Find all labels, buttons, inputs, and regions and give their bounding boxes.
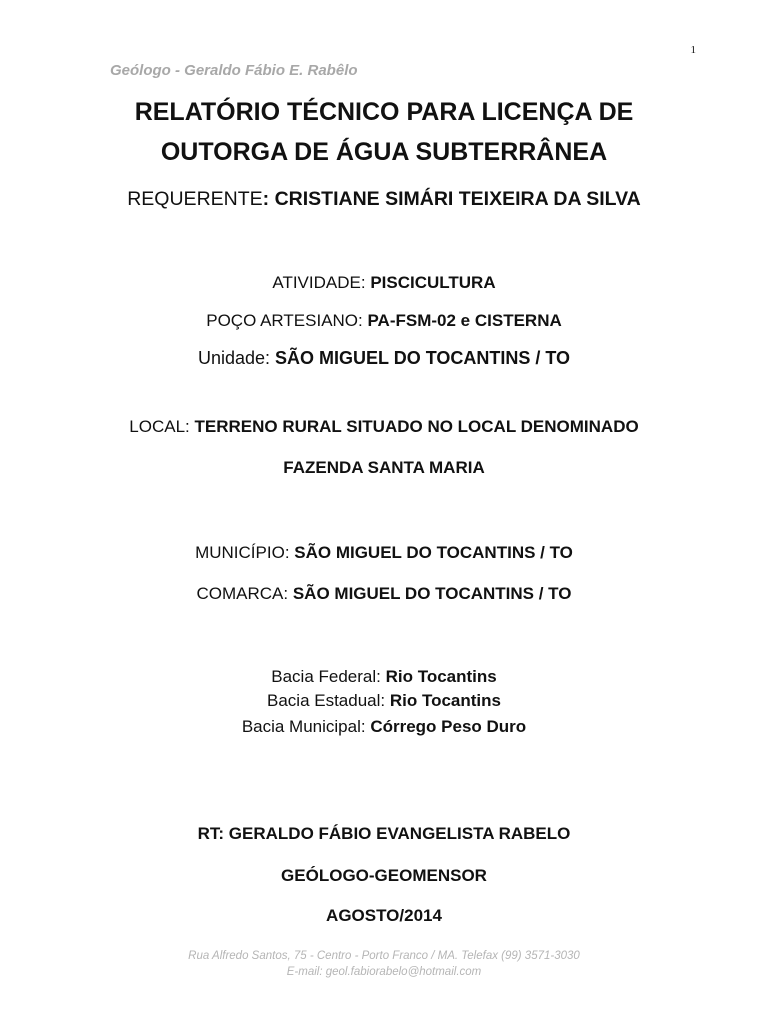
comarca-label: COMARCA: — [196, 584, 293, 603]
requerente-line — [0, 188, 768, 211]
municipio-line — [0, 543, 768, 563]
bacia-municipal-label: Bacia Municipal: — [241, 717, 371, 736]
comarca-value: SÃO MIGUEL DO TOCANTINS / TO — [292, 584, 572, 603]
footer-email: E-mail: geol.fabiorabelo@hotmail.com — [286, 966, 482, 978]
unidade-label: Unidade: — [197, 348, 276, 368]
bacia-federal-value: Rio Tocantins — [385, 667, 497, 686]
page-number: 1 — [690, 44, 696, 56]
requerente-label: REQUERENTE — [127, 188, 263, 210]
rt-line: RT: GERALDO FÁBIO EVANGELISTA RABELO — [197, 824, 571, 843]
bacia-estadual-value: Rio Tocantins — [389, 691, 501, 710]
bacia-estadual-line — [0, 691, 768, 711]
local-value: TERRENO RURAL SITUADO NO LOCAL DENOMINADO — [194, 417, 639, 436]
comarca-line — [0, 584, 768, 604]
title-line-1: RELATÓRIO TÉCNICO PARA LICENÇA DE — [134, 98, 634, 126]
municipio-value: SÃO MIGUEL DO TOCANTINS / TO — [294, 543, 573, 562]
report-title — [0, 92, 768, 172]
municipio-label: MUNICÍPIO: — [195, 543, 295, 562]
profession-line: GEÓLOGO-GEOMENSOR — [281, 866, 487, 885]
bacia-estadual-label: Bacia Estadual: — [267, 691, 390, 710]
footer — [0, 948, 768, 980]
atividade-value: PISCICULTURA — [370, 273, 496, 292]
unidade-line — [0, 348, 768, 369]
requerente-value: : CRISTIANE SIMÁRI TEIXEIRA DA SILVA — [262, 188, 641, 210]
atividade-line — [0, 273, 768, 293]
title-line-2: OUTORGA DE ÁGUA SUBTERRÂNEA — [160, 138, 608, 166]
local-label: LOCAL: — [129, 417, 195, 436]
bacia-federal-line — [0, 667, 768, 687]
local-value-2: FAZENDA SANTA MARIA — [283, 458, 485, 477]
poco-line — [0, 311, 768, 331]
footer-address: Rua Alfredo Santos, 75 - Centro - Porto Franco / MA. Telefax (99) 3571-3030 — [188, 950, 580, 962]
bacia-municipal-line — [0, 717, 768, 737]
poco-value: PA-FSM-02 e CISTERNA — [367, 311, 562, 330]
header-author: Geólogo - Geraldo Fábio E. Rabêlo — [110, 62, 358, 79]
bacia-federal-label: Bacia Federal: — [271, 667, 386, 686]
poco-label: POÇO ARTESIANO: — [206, 311, 368, 330]
local-line-2 — [0, 458, 768, 478]
atividade-label: ATIVIDADE: — [272, 273, 371, 292]
date-line: AGOSTO/2014 — [326, 906, 442, 925]
local-line — [0, 417, 768, 437]
bacia-municipal-value: Córrego Peso Duro — [370, 717, 527, 736]
unidade-value: SÃO MIGUEL DO TOCANTINS / TO — [275, 348, 571, 368]
